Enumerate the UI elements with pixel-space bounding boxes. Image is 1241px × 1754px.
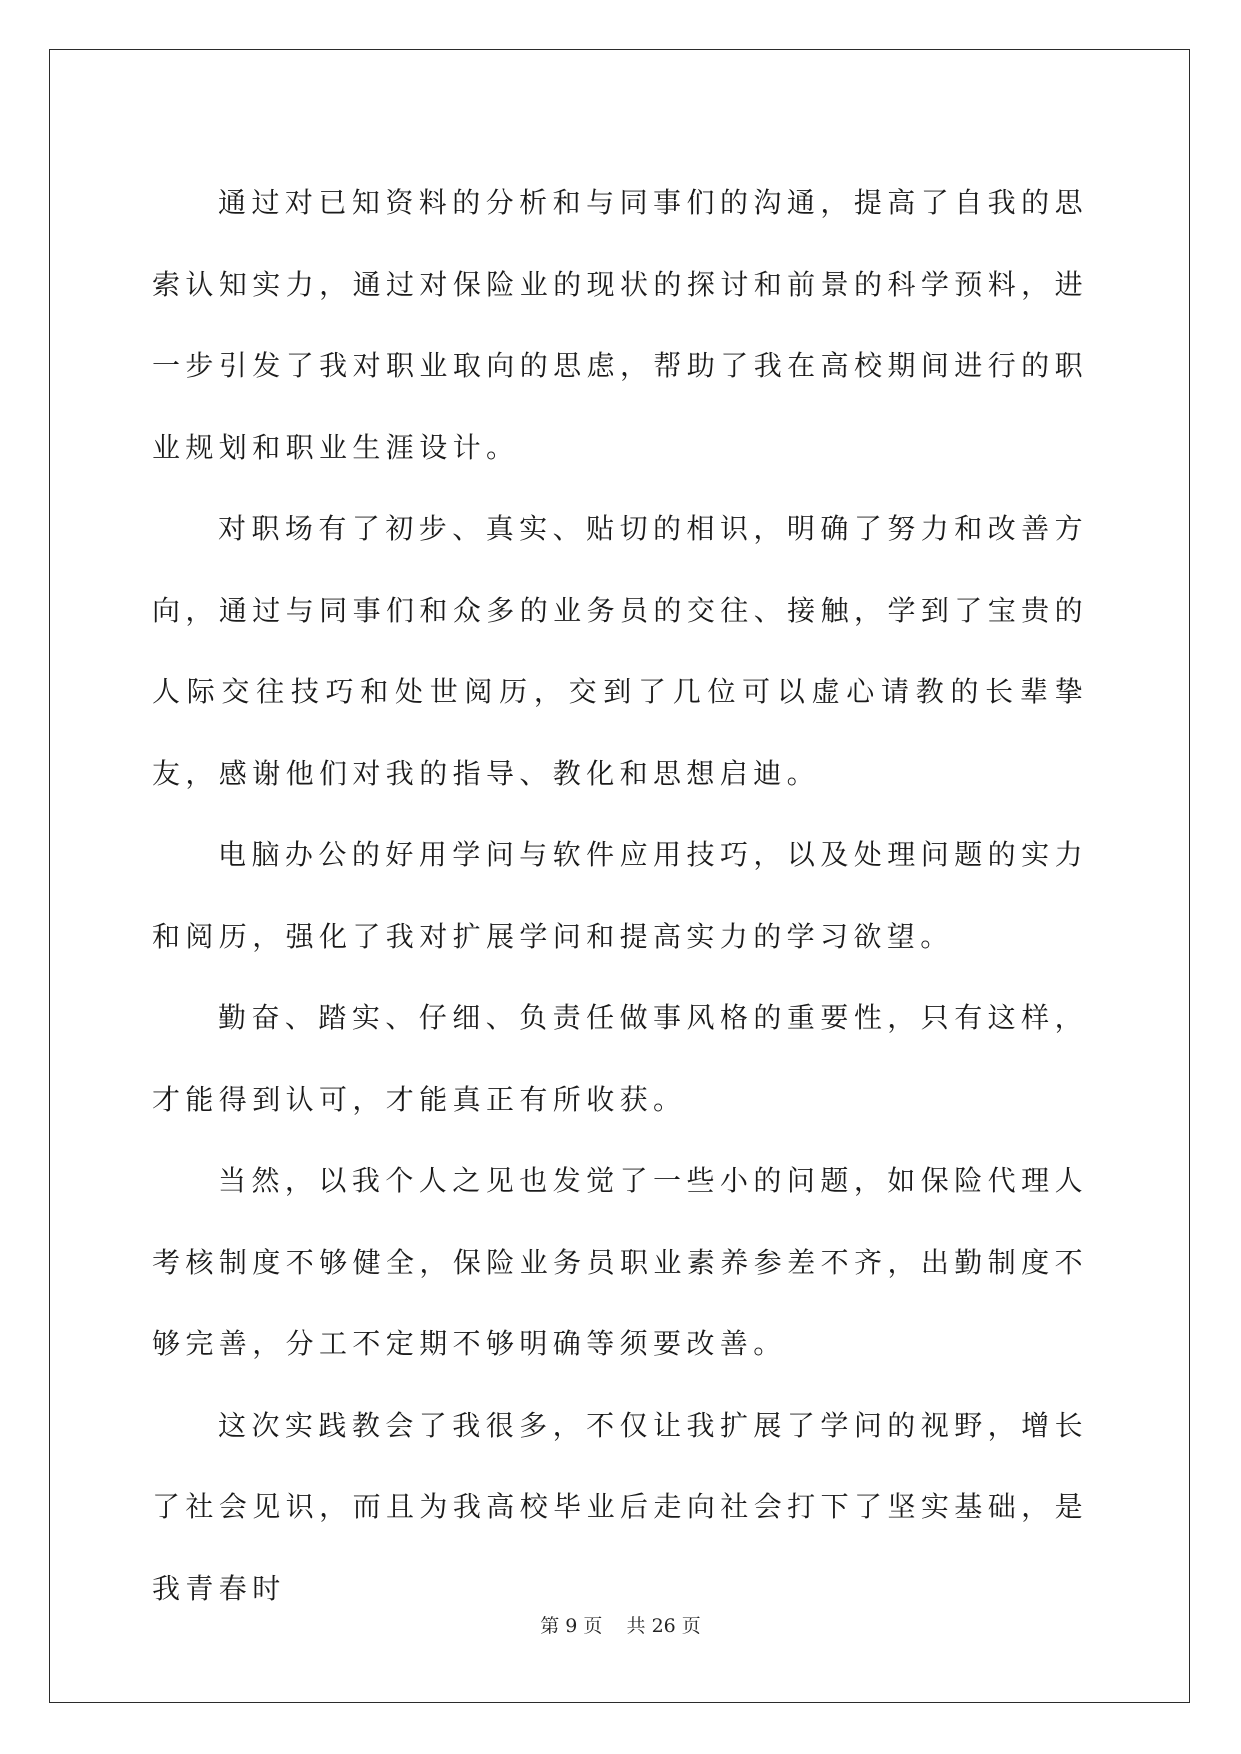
document-body (152, 162, 1088, 1629)
page-total: 共 26 页 (626, 1615, 701, 1637)
page-number: 第 9 页 (540, 1615, 603, 1637)
page-footer (0, 1614, 1241, 1638)
paragraph-5: 当然，以我个人之见也发觉了一些小的问题，如保险代理人考核制度不够健全，保险业务员职业素养参差不齐，出勤制度不够完善，分工不定期不够明确等须要改善。 (152, 1164, 1088, 1360)
paragraph-6: 这次实践教会了我很多，不仅让我扩展了学问的视野，增长了社会见识，而且为我高校毕业后走向社会打下了坚实基础，是我青春时 (152, 1408, 1088, 1605)
paragraph-4: 勤奋、踏实、仔细、负责任做事风格的重要性，只有这样，才能得到认可，才能真正有所收获。 (152, 1001, 1088, 1116)
paragraph-3: 电脑办公的好用学问与软件应用技巧，以及处理问题的实力和阅历，强化了我对扩展学问和提高实力的学习欲望。 (152, 838, 1088, 953)
paragraph-2: 对职场有了初步、真实、贴切的相识，明确了努力和改善方向，通过与同事们和众多的业务员的交往、接触，学到了宝贵的人际交往技巧和处世阅历，交到了几位可以虚心请教的长辈挚友，感谢他们对我的指导、教化和思想启迪。 (152, 512, 1088, 790)
paragraph-1: 通过对已知资料的分析和与同事们的沟通，提高了自我的思索认知实力，通过对保险业的现状的探讨和前景的科学预料，进一步引发了我对职业取向的思虑，帮助了我在高校期间进行的职业规划和职业生涯设计。 (152, 186, 1088, 464)
